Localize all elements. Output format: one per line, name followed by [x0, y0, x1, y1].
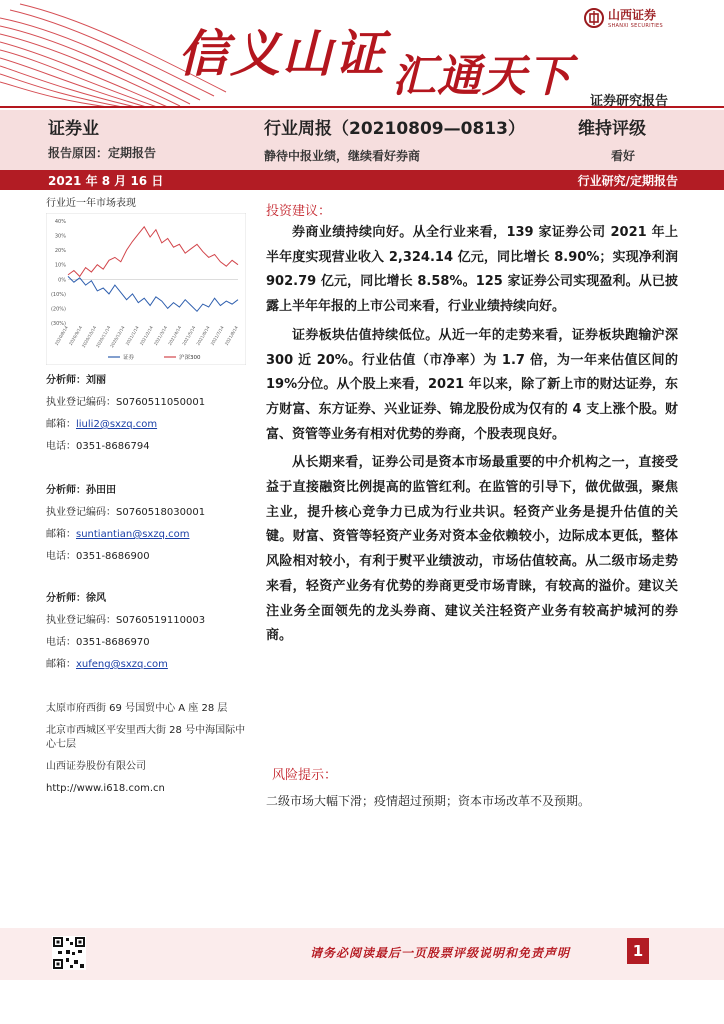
- x-tick-label: 2020/11/14: [94, 325, 112, 349]
- x-tick-label: 2021/7/14: [209, 325, 225, 347]
- industry-label: 证券业: [48, 119, 99, 139]
- cert-label: 执业登记编码：: [46, 397, 116, 408]
- cert-label: 执业登记编码：: [46, 615, 116, 626]
- x-tick-label: 2020/12/14: [109, 325, 126, 349]
- cert-number: S0760518030001: [116, 507, 206, 518]
- phone-label: 电话：: [46, 637, 76, 648]
- y-tick-label: 40%: [54, 219, 66, 225]
- x-tick-label: 2021/2/14: [138, 325, 154, 347]
- analyst-label: 分析师：: [46, 485, 86, 496]
- phone-label: 电话：: [46, 441, 76, 452]
- email-link[interactable]: suntiantian@sxzq.com: [76, 529, 190, 540]
- y-tick-label: 30%: [54, 233, 66, 240]
- x-tick-label: 2020/10/14: [80, 325, 98, 349]
- x-tick-label: 2021/6/14: [195, 325, 211, 347]
- date-bar: [0, 170, 724, 190]
- shanxi-securities-logo-icon: [584, 8, 604, 28]
- report-header: [0, 110, 724, 170]
- analyst-name: 徐风: [86, 593, 106, 604]
- slogan-part1: 信义山证: [178, 24, 386, 83]
- y-tick-label: 20%: [54, 248, 66, 255]
- company-name: 山西证券股份有限公司: [46, 761, 146, 772]
- report-date: 2021 年 8 月 16 日: [48, 174, 164, 188]
- paragraph-1: 券商业绩持续向好。从全行业来看，139 家证券公司 2021 年上半年度实现营业收入 2,324.14 亿元，同比增长 8.90%；实现净利润 902.79 亿元，同比增长 8.58%。125 家证券公司实现盈利。从已披露上半年年报的上市公司来看，行业业绩持续向好。: [266, 225, 678, 315]
- legend-label: 沪深300: [179, 355, 201, 361]
- y-tick-label: 10%: [54, 262, 66, 269]
- company-address: [46, 702, 246, 804]
- phone-label: 电话：: [46, 551, 76, 562]
- report-category: 行业研究/定期报告: [577, 174, 678, 188]
- slogan-part2: 汇通天下: [392, 51, 572, 102]
- risk-title: 风险提示：: [272, 768, 338, 783]
- mail-label: 邮箱：: [46, 659, 76, 670]
- paragraph-2: 证券板块估值持续低位。从近一年的走势来看，证券板块跑输沪深 300 近 20%。行业估值（市净率）为 1.7 倍，为一年来估值区间的 19%分位。从个股上来看，2021 年以来，除了新上市的财达证券，东方财富、东方证券、兴业证券、锦龙股份成为仅有的 4 支上涨个股。财富、资管等业务有相对优势的券商，个股表现良好。: [266, 327, 678, 442]
- email-link[interactable]: xufeng@sxzq.com: [76, 659, 168, 670]
- report-reason: 报告原因：定期报告: [48, 146, 157, 160]
- website-link[interactable]: http://www.i618.com.cn: [46, 783, 165, 794]
- brand-name: 山西证券: [608, 8, 657, 22]
- brand-logo-block: [584, 6, 663, 29]
- sidebar: [46, 192, 246, 369]
- analyst-name: 孙田田: [86, 485, 116, 496]
- phone-number: 0351-8686900: [76, 551, 150, 562]
- risk-text: 二级市场大幅下滑；疫情超过预期；资本市场改革不及预期。: [266, 794, 591, 808]
- y-tick-label: 0%: [58, 277, 66, 284]
- rating-label: 维持评级: [578, 119, 646, 139]
- legend-label: 证券: [123, 355, 135, 361]
- analyst-block-3: [46, 592, 205, 680]
- x-tick-label: 2021/4/14: [167, 325, 183, 347]
- y-tick-label: (10%): [50, 291, 66, 298]
- address-line-1: 太原市府西街 69 号国贸中心 A 座 28 层: [46, 703, 228, 714]
- chart-title: 行业近一年市场表现: [46, 198, 136, 209]
- analyst-name: 刘丽: [86, 375, 106, 386]
- x-tick-label: 2020/8/14: [53, 325, 69, 347]
- x-tick-label: 2021/8/14: [223, 325, 239, 347]
- weekly-title: 行业周报（20210809—0813）: [264, 119, 525, 139]
- phone-number: 0351-8686970: [76, 637, 150, 648]
- section-title: 投资建议：: [266, 204, 332, 219]
- phone-number: 0351-8686794: [76, 441, 150, 452]
- cert-number: S0760519110003: [116, 615, 206, 626]
- address-line-2: 北京市西城区平安里西大街 28 号中海国际中心七层: [46, 725, 246, 750]
- x-tick-label: 2021/1/14: [124, 325, 140, 347]
- main-content: [266, 200, 678, 649]
- qr-code-icon: [52, 936, 86, 970]
- analyst-block-2: [46, 484, 205, 572]
- page-number: 1: [627, 938, 649, 964]
- brand-name-en: SHANXI SECURITIES: [608, 23, 663, 29]
- report-type: 证券研究报告: [590, 94, 669, 108]
- y-tick-label: (20%): [50, 306, 66, 313]
- footer-disclaimer: 请务必阅读最后一页股票评级说明和免责声明: [310, 946, 571, 960]
- rating-value: 看好: [611, 149, 636, 163]
- mail-label: 邮箱：: [46, 529, 76, 540]
- y-tick-label: (30%): [50, 321, 66, 327]
- analyst-block-1: [46, 374, 205, 462]
- market-performance-chart: [46, 213, 246, 365]
- x-tick-label: 2021/3/14: [152, 325, 169, 347]
- mail-label: 邮箱：: [46, 419, 76, 430]
- cert-label: 执业登记编码：: [46, 507, 116, 518]
- analyst-label: 分析师：: [46, 375, 86, 386]
- email-link[interactable]: liuli2@sxzq.com: [76, 419, 158, 430]
- report-subtitle: 静待中报业绩，继续看好券商: [264, 149, 421, 163]
- x-tick-label: 2020/9/14: [67, 325, 84, 347]
- cert-number: S0760511050001: [116, 397, 206, 408]
- paragraph-3: 从长期来看，证券公司是资本市场最重要的中介机构之一，直接受益于直接融资比例提高的监管红利。在监管的引导下，做优做强，聚焦主业，提升核心竞争力已成为行业共识。轻资产业务是提升估值的关键。财富、资管等轻资产业务对资本金依赖较小，边际成本更低，整体风险相对较小，有利于熨平业绩波动，市场估值较高。从二级市场走势来看，轻资产业务有优势的券商更受市场青睐，有较高的溢价。建议关注业务全面领先的龙头券商、建议关注轻资产业务有较高护城河的券商。: [266, 455, 678, 644]
- x-tick-label: 2021/5/14: [181, 325, 197, 347]
- analyst-label: 分析师：: [46, 593, 86, 604]
- top-banner: [0, 0, 724, 108]
